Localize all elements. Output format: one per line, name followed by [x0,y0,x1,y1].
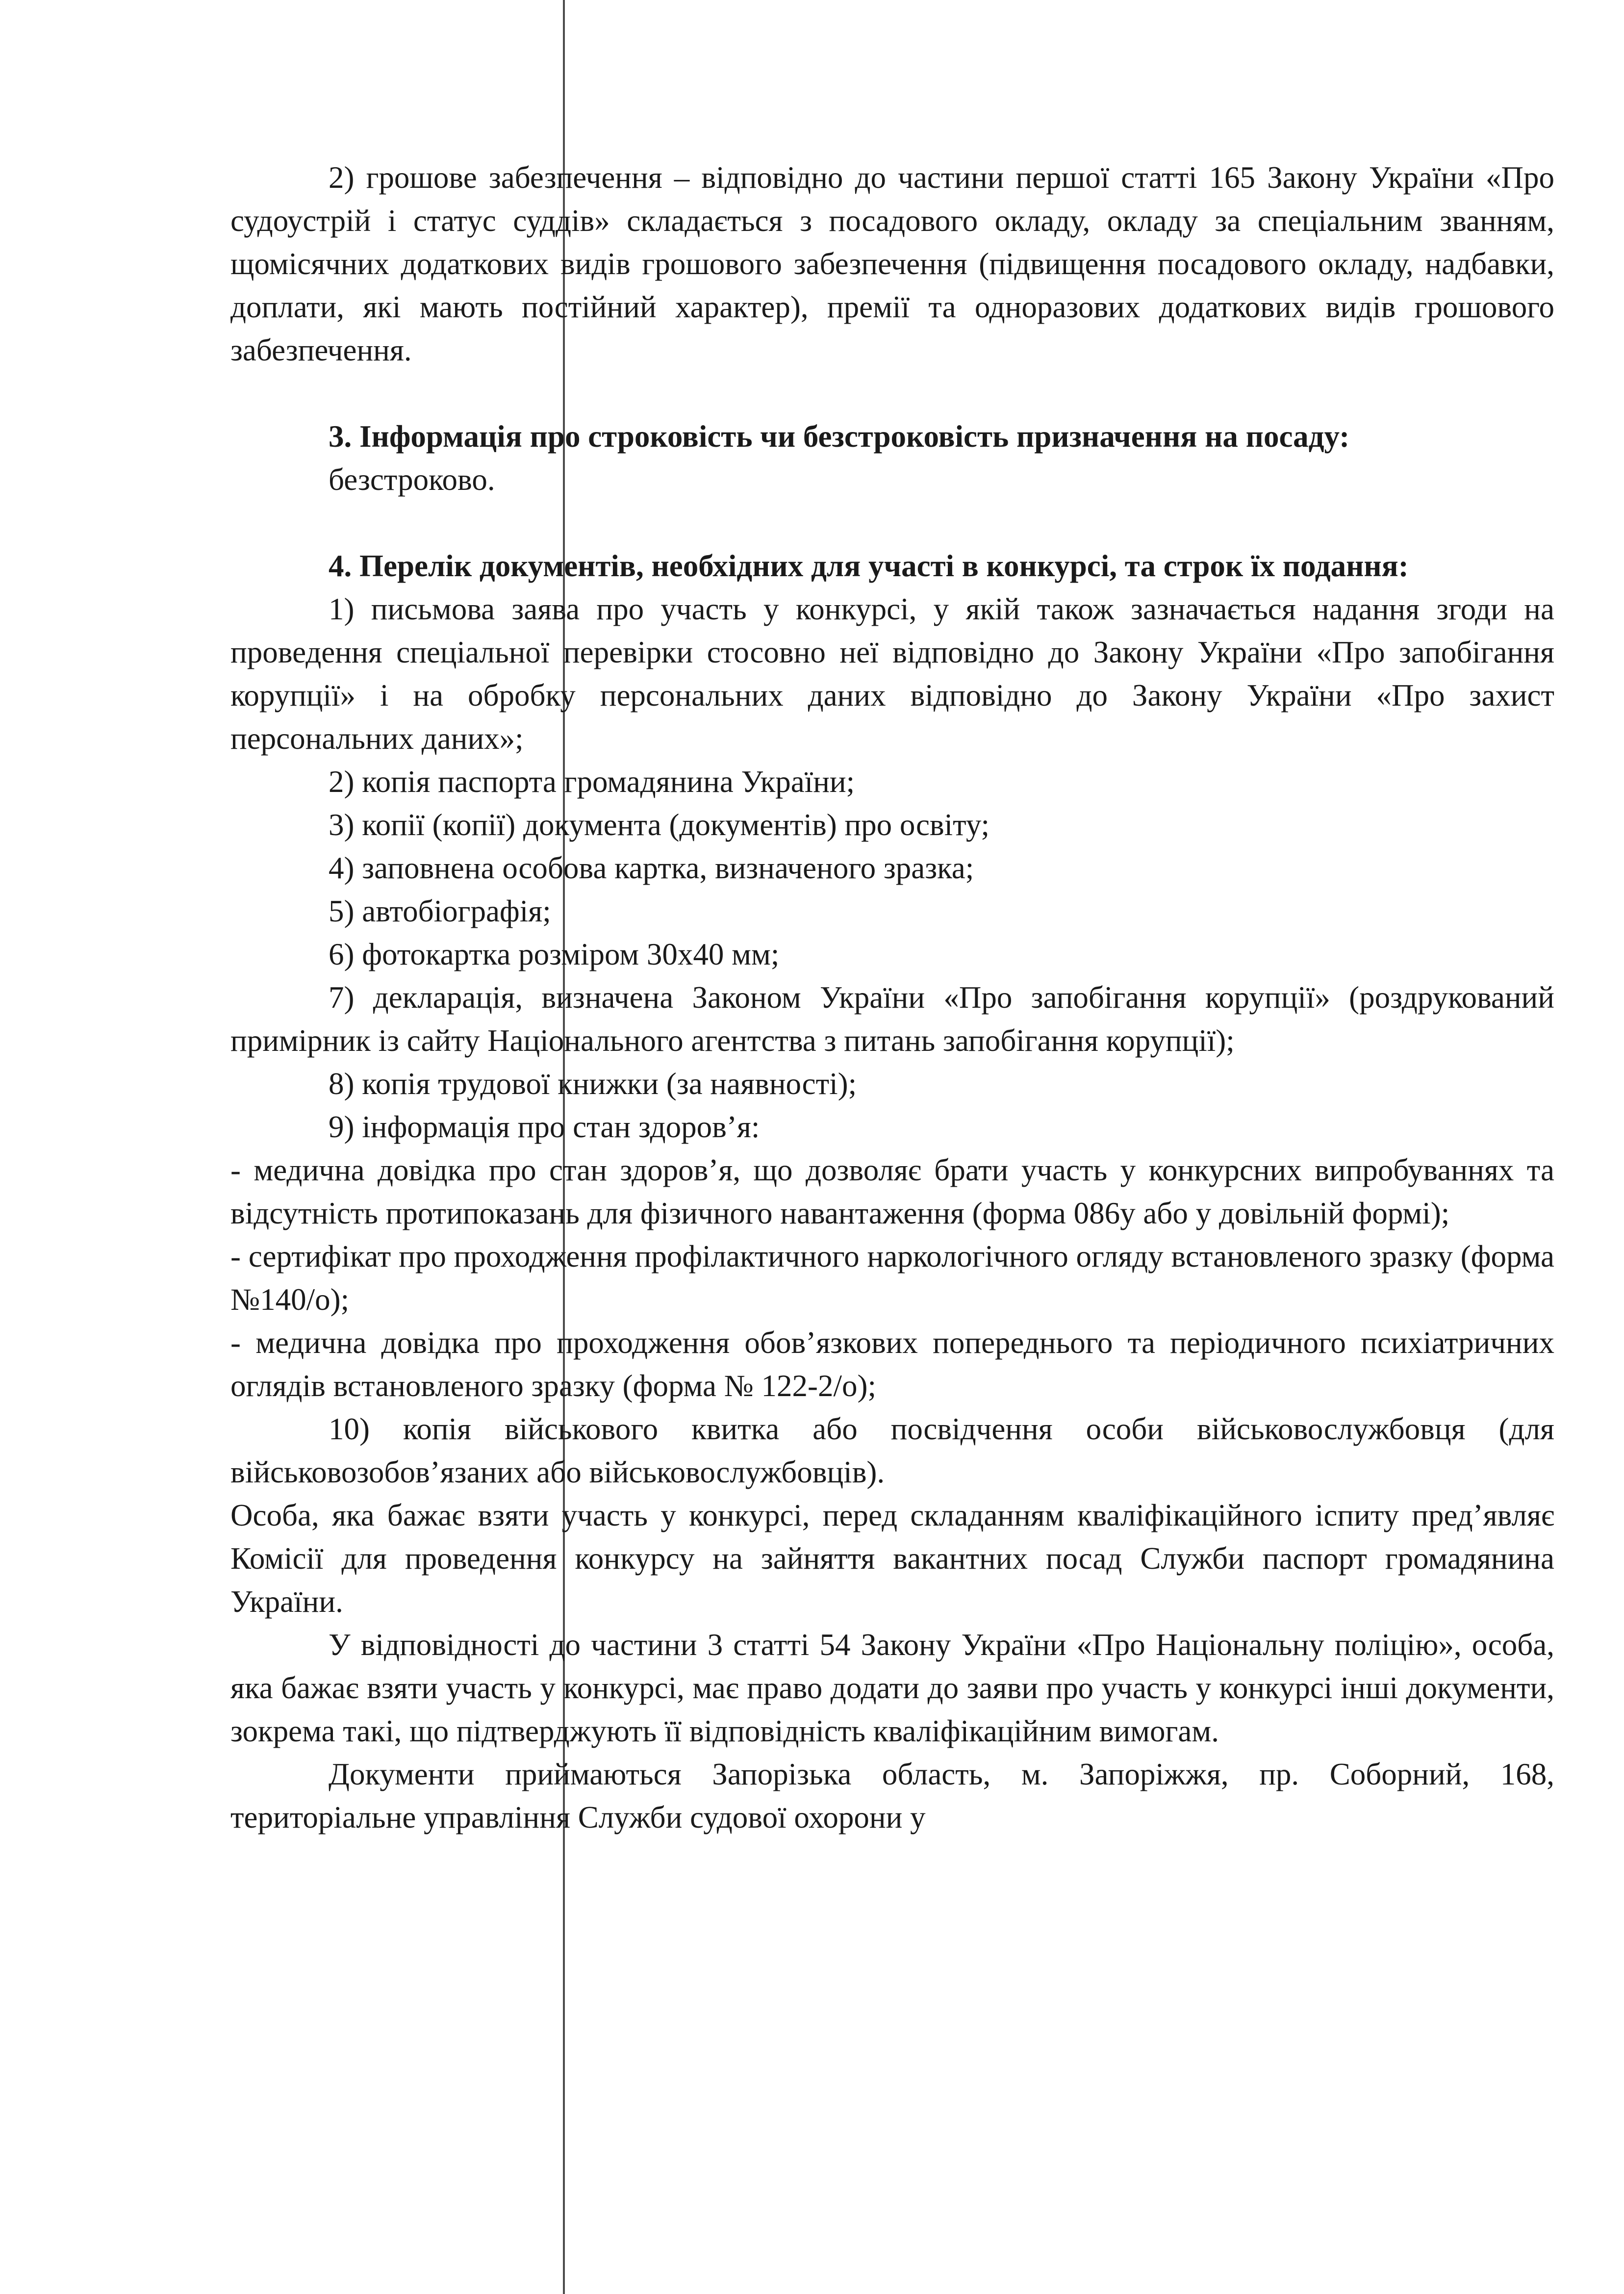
doc-item-4: 4) заповнена особова картка, визначеного зразка; [329,851,974,885]
doc-item-5: 5) автобіографія; [329,894,551,928]
health-item-2: - сертифікат про проходження профілактичного наркологічного огляду встановленого зразку (форма №140/о); [230,1239,1554,1317]
doc-item-7: 7) декларація, визначена Законом України «Про запобігання корупції» (роздрукований примірник із сайту Національного агентства з питань запобігання корупції); [230,980,1554,1058]
health-item-3: - медична довідка про проходження обов’язкових попереднього та періодичного психіатричних оглядів встановленого зразку (форма № 122-2/о); [230,1325,1554,1403]
section-3-heading: 3. Інформація про строковість чи безстроковість призначення на посаду: [329,419,1350,454]
doc-item-10: 10) копія військового квитка або посвідчення особи військовослужбовця (для військовозобов’язаних або військовослужбовців). [230,1412,1554,1489]
doc-item-6: 6) фотокартка розміром 30х40 мм; [329,937,780,971]
doc-item-9: 9) інформація про стан здоров’я: [329,1110,760,1144]
address-note: Документи приймаються Запорізька область, м. Запоріжжя, пр. Соборний, 168, територіальне управління Служби судової охорони у [230,1757,1554,1835]
spacer [230,372,1554,415]
document-body [230,156,1554,1839]
spacer [230,501,1554,544]
salary-paragraph: 2) грошове забезпечення – відповідно до частини першої статті 165 Закону України «Про судоустрій і статус суддів» складається з посадового окладу, окладу за спеціальним званням, щомісячних додаткових видів грошового забезпечення (підвищення посадового окладу, надбавки, доплати, які мають постійний характер), премії та одноразових додаткових видів грошового забезпечення. [230,160,1554,367]
doc-item-3: 3) копії (копії) документа (документів) про освіту; [329,808,990,842]
section-3-value: безстроково. [329,462,495,497]
doc-item-1: 1) письмова заява про участь у конкурсі, у якій також зазначається надання згоди на проведення спеціальної перевірки стосовно неї відповідно до Закону України «Про запобігання корупції» і на обробку персональних даних відповідно до Закону України «Про захист персональних даних»; [230,592,1554,756]
passport-note: Особа, яка бажає взяти участь у конкурсі, перед складанням кваліфікаційного іспиту пред’являє Комісії для проведення конкурсу на зайняття вакантних посад Служби паспорт громадянина України. [230,1498,1554,1619]
section-4-heading: 4. Перелік документів, необхідних для участі в конкурсі, та строк їх подання: [329,549,1409,583]
health-item-1: - медична довідка про стан здоров’я, що дозволяє брати участь у конкурсних випробуваннях та відсутність протипоказань для фізичного навантаження (форма 086у або у довільній формі); [230,1153,1554,1230]
law-note: У відповідності до частини 3 статті 54 Закону України «Про Національну поліцію», особа, яка бажає взяти участь у конкурсі, має право додати до заяви про участь у конкурсі інші документи, зокрема такі, що підтверджують її відповідність кваліфікаційним вимогам. [230,1628,1554,1748]
doc-item-2: 2) копія паспорта громадянина України; [329,765,855,799]
doc-item-8: 8) копія трудової книжки (за наявності); [329,1067,857,1101]
